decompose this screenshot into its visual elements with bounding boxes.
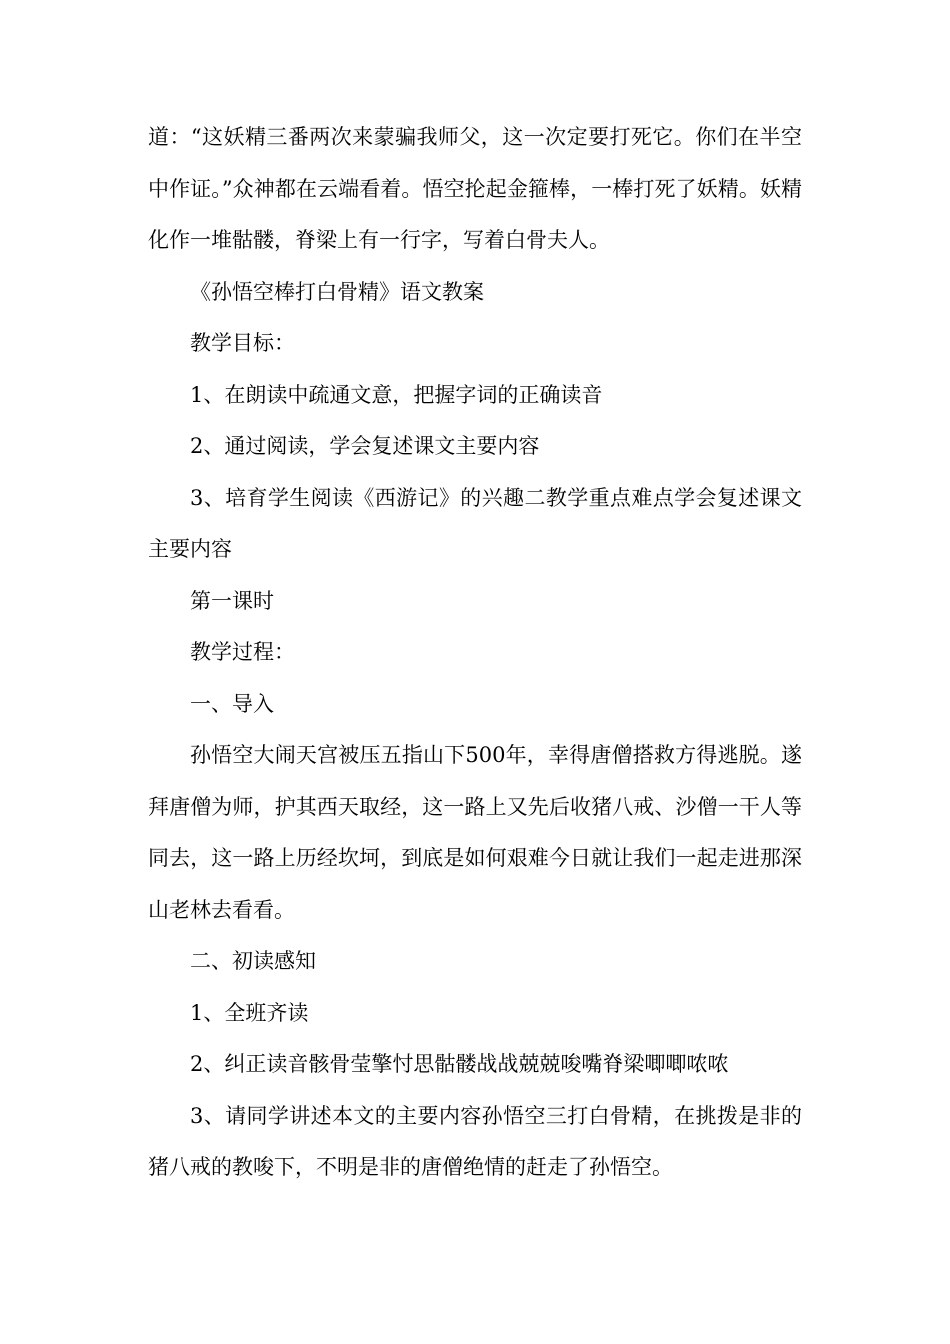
section-heading: 二、初读感知 (190, 949, 316, 973)
document-body (148, 112, 802, 1194)
section-heading: 教学目标： (190, 331, 295, 355)
list-item: 3、请同学讲述本文的主要内容孙悟空三打白骨精，在挑拨是非的猪八戒的教唆下，不明是非的唐僧绝情的赶走了孙悟空。 (148, 1103, 802, 1179)
list-item: 2、纠正读音骸骨莹擎忖思骷髅战战兢兢唆嘴脊梁唧唧哝哝 (190, 1052, 729, 1076)
list-item: 1、全班齐读 (190, 1000, 309, 1025)
list-item: 3、培育学生阅读《西游记》的兴趣二教学重点难点学会复述课文主要内容 (148, 485, 802, 561)
section-heading: 一、导入 (190, 691, 274, 716)
paragraph: 孙悟空大闹天宫被压五指山下500年，幸得唐僧搭救方得逃脱。遂拜唐僧为师，护其西天取经，这一路上又先后收猪八戒、沙僧一干人等同去，这一路上历经坎坷，到底是如何艰难今日就让我们一起走进那深山老林去看看。 (148, 743, 802, 922)
paragraph: 道：“这妖精三番两次来蒙骗我师父，这一次定要打死它。你们在半空中作证。”众神都在云端看着。悟空抡起金箍棒，一棒打死了妖精。妖精化作一堆骷髅，脊梁上有一行字，写着白骨夫人。 (148, 125, 802, 252)
list-item: 1、在朗读中疏通文意，把握字词的正确读音 (190, 382, 603, 407)
section-heading: 教学过程： (190, 640, 295, 664)
lesson-plan-title: 《孙悟空棒打白骨精》语文教案 (190, 279, 484, 304)
list-item: 2、通过阅读，学会复述课文主要内容 (190, 434, 540, 458)
section-heading: 第一课时 (190, 588, 274, 613)
